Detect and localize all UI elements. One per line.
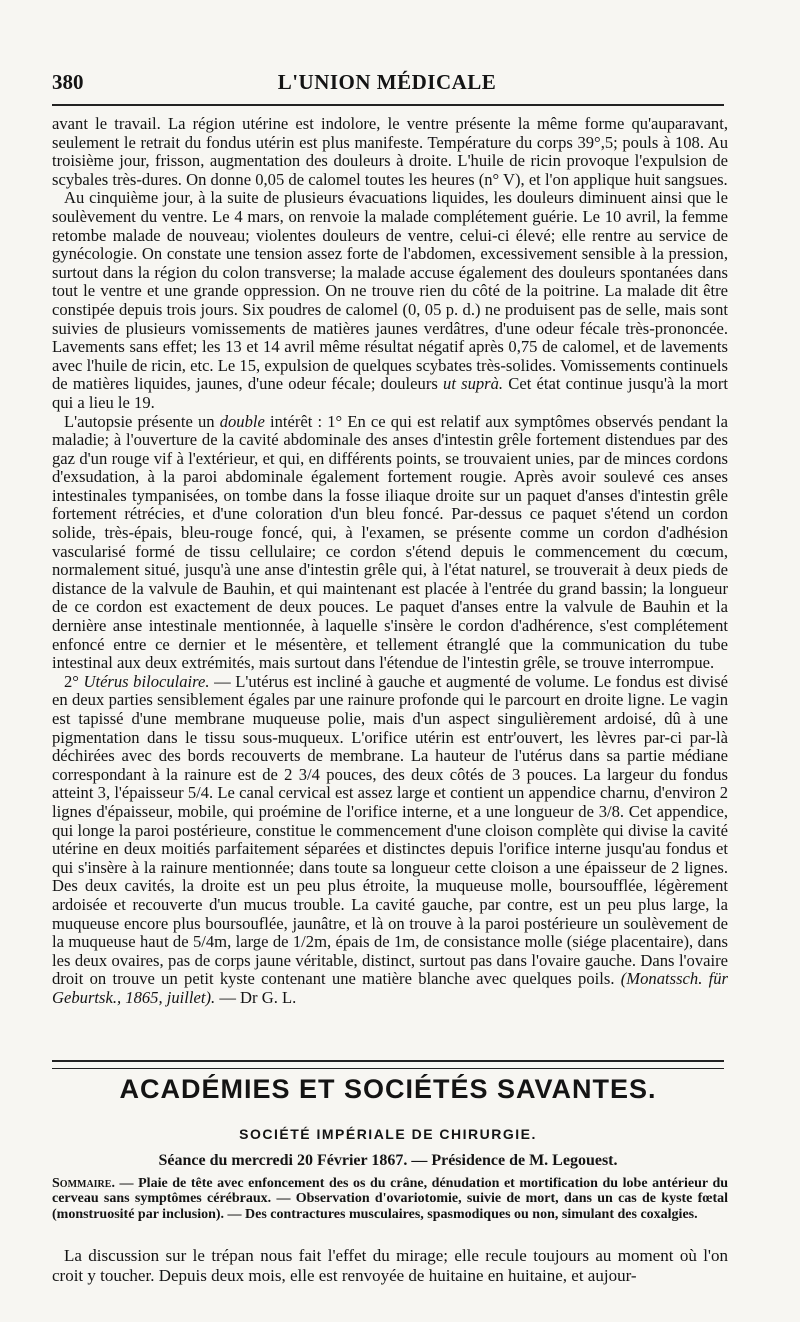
- paragraph-2-italic: ut suprà.: [443, 374, 504, 394]
- citation: (Monatssch. für Geburtsk., 1865, juillet).: [52, 969, 729, 1007]
- summary-text: — Plaie de tête avec enfoncement des os du crâne, dénudation et mortification du lobe antérieur du cerveau sans symptômes cérébraux. — Observation d'ovariotomie, suivie de mort, dans un cas de kyste fœtal (monstruosité par inclusion). — Des contractures musculaires, spasmodiques ou non, simulant des coxalgies.: [52, 1176, 729, 1222]
- paragraph-4-italic: Utérus biloculaire.: [83, 671, 210, 691]
- society-title: SOCIÉTÉ IMPÉRIALE DE CHIRURGIE.: [239, 1126, 537, 1142]
- seance-line: Séance du mercredi 20 Février 1867. — Présidence de M. Legouest.: [158, 1152, 618, 1169]
- paragraph-3-italic: double: [219, 411, 265, 431]
- summary: [52, 1176, 728, 1222]
- paragraph-3-rest: intérêt : 1° En ce qui est relatif aux symptômes observés pendant la maladie; à l'ouverture de la cavité abdominale des anses d'intestin grêle fortement distendues par des gaz d'un rouge vif à l'extérieur, et qui, en différents points, se trouvaient unies, par de minces cordons d'exsudation, à la paroi abdominale également fortement rougie. Après avoir soulevé ces anses intestinales tympanisées, on tombe dans la fosse iliaque droite sur un paquet d'anses d'intestin grêle fortement rétrécies, et d'une coloration d'un bleu foncé. Par-dessus ce paquet s'étend un cordon solide, très-épais, bleu-rouge foncé, qui, à l'examen, se présente comme un cordon d'adhésion vascularisé formé de tissu cellulaire; ce cordon s'étend depuis le commencement du cœcum, normalement situé, jusqu'à une anse d'intestin grêle qui, à l'état naturel, se trouverait à deux pieds de distance de la valvule de Bauhin, et qui maintenant est placée à l'entrée du grand bassin; la longueur de ce cordon est exactement de deux pouces. Le paquet d'anses entre la valvule de Bauhin et la dernière anse intestinale mentionnée, à laquelle s'insère le cordon d'adhérence, s'est complétement enfoncé entre ce dernier et le mésentère, et tellement étranglé que la communication du tube intestinal aux deux extrémités, mais surtout dans l'étendue de l'intestin grêle, se trouve interrompue.: [52, 411, 728, 673]
- header-rule: [52, 104, 724, 106]
- section-divider: [52, 1060, 724, 1069]
- article-body: [52, 115, 728, 1008]
- paragraph-2-text: Au cinquième jour, à la suite de plusieurs évacuations liquides, les douleurs diminuent ainsi que le soulèvement du ventre. Le 4 mars, on renvoie la malade complétement guérie. Le 10 avril, la femme retombe malade de nouveau; violentes douleurs de ventre, celui-ci élevé; elle rentre au service de gynécologie. On constate une tension assez forte de l'abdomen, excessivement sensible à la pression, surtout dans la région du colon transverse; la malade accuse également des douleurs spontanées dans tout le ventre et une grande oppression. On ne trouve rien du côté de la poitrine. La malade dit être constipée depuis trois jours. Six poudres de calomel (0, 05 p. d.) ne produisent pas de selle, mais sont suivies de plusieurs vomissements de matières jaunes verdâtres, d'une odeur fécale très-prononcée. Lavements sans effet; les 13 et 14 avril même résultat négatif après 0,75 de calomel, et de lavements avec l'huile de ricin, etc. Le 15, expulsion de quelques scybates très-solides. Vomissements continuels de matières liquides, jaunes, d'une odeur fécale; douleurs: [52, 188, 728, 394]
- journal-title: L'UNION MÉDICALE: [277, 70, 497, 94]
- paragraph-4-start: 2°: [64, 671, 79, 691]
- paragraph-3: [52, 413, 728, 673]
- paragraph-2: [52, 189, 728, 412]
- paragraph-4: [52, 673, 728, 1008]
- paragraph-4-rest: — L'utérus est incliné à gauche et augmenté de volume. Le fondus est divisé en deux parties sensiblement égales par une rainure profonde qui le parcourt en droite ligne. Le vagin est tapissé d'une membrane muqueuse polie, mais d'un aspect singulièrement ardoisé, dû à une pigmentation dans le tissu sous-muqueux. L'orifice utérin est entr'ouvert, les lèvres par-ci par-là déchirées avec des bords recouverts de membrane. La hauteur de l'utérus dans sa partie médiane correspondant à la rainure est de 2 3/4 pouces, des deux côtés de 3 pouces. La largeur du fondus atteint 3, l'épaisseur 5/4. Le canal cervical est assez large et contient un appendice charnu, d'environ 2 lignes d'épaisseur, mobile, qui proémine de l'orifice interne, et a une longueur de 3/8. Cet appendice, qui longe la paroi postérieure, constitue le commencement d'une cloison complète qui divise la cavité utérine en deux moitiés parfaitement séparées et distinctes depuis l'orifice interne jusqu'au fondus et qui s'insère à la rainure mentionnée; dans toute sa longueur cette cloison a une épaisseur de 2 lignes. Des deux cavités, la droite est un peu plus étroite, la muqueuse molle, boursoufflée, légèrement ardoisée et recouverte d'un mucus trouble. La cavité gauche, par contre, est un peu plus large, la muqueuse encore plus boursouflée, jaunâtre, et là on trouve à la paroi postérieure un soulèvement de la muqueuse haut de 5/4m, large de 1/2m, épais de 1m, de consistance molle (siége placentaire), dans les deux ovaires, pas de corps jaune véritable, distinct, surtout pas dans l'ovaire gauche. Dans l'ovaire droit on trouve un petit kyste contenant une matière blanche avec quelques poils.: [52, 671, 728, 989]
- paragraph-2-end: Cet état continue jusqu'à la mort qui a lieu le 19.: [52, 374, 728, 412]
- paragraph-1: avant le travail. La région utérine est indolore, le ventre présente la même forme qu'auparavant, seulement le retrait du fondus utérin est plus manifeste. Température du corps 39°,5; pouls à 108. Au troisième jour, frisson, augmentation des douleurs à droite. L'huile de ricin provoque l'expulsion de scybales très-dures. On donne 0,05 de calomel toutes les heures (n° V), et l'on applique huit sangsues.: [52, 114, 728, 189]
- page-number: 380: [52, 70, 84, 94]
- closing-paragraph: La discussion sur le trépan nous fait l'effet du mirage; elle recule toujours au moment où l'on croit y toucher. Depuis deux mois, elle est renvoyée de huitaine en huitaine, et aujour-: [52, 1246, 728, 1285]
- closing-paragraph-block: [52, 1246, 728, 1286]
- paragraph-3-start: L'autopsie présente un: [64, 411, 215, 431]
- section-title: ACADÉMIES ET SOCIÉTÉS SAVANTES.: [119, 1074, 657, 1104]
- summary-label: Sommaire.: [52, 1176, 115, 1191]
- signature: — Dr G. L.: [219, 987, 297, 1007]
- running-header: [52, 68, 722, 98]
